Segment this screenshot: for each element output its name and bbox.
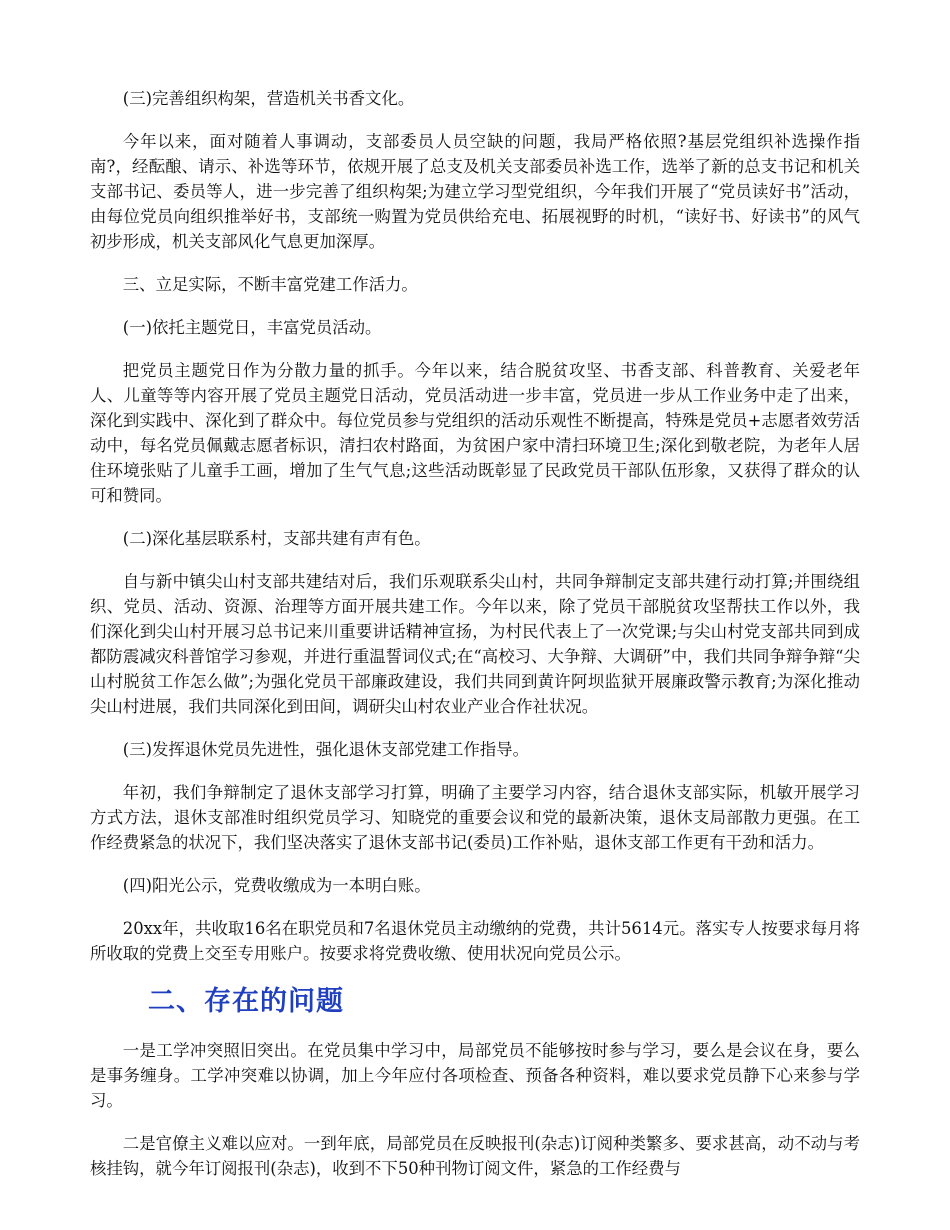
paragraph-dues-collection: 20xx年，共收取16名在职党员和7名退休党员主动缴纳的党费，共计5614元。落实专人按要求每月将所收取的党费上交至专用账户。按要求将党费收缴、使用状况向党员公示。 — [90, 919, 860, 963]
paragraph-party-day-activities: 把党员主题党日作为分散力量的抓手。今年以来，结合脱贫攻坚、书香支部、科普教育、关爱老年人、儿童等等内容开展了党员主题党日活动，党员活动进一步丰富，党员进一步从工作业务中走了出来，深化到实践中、深化到了群众中。每位党员参与党组织的活动乐观性不断提高，特殊是党员+志愿者效劳活动中，每名党员佩戴志愿者标识，清扫农村路面，为贫困户家中清扫环境卫生;深化到敬老院，为老年人居住环境张贴了儿童手工画，增加了生气气息;这些活动既彰显了民政党员干部队伍形象，又获得了群众的认可和赞同。 — [90, 361, 860, 505]
paragraph-problem-two: 二是官僚主义难以应对。一到年底，局部党员在反映报刊(杂志)订阅种类繁多、要求甚高，动不动与考核挂钩，就今年订阅报刊(杂志)，收到不下50种刊物订阅文件，紧急的工作经费与 — [90, 1134, 860, 1178]
subheading-theme-party-day: (一)依托主题党日，丰富党员活动。 — [122, 318, 382, 337]
subheading-dues-publicity: (四)阳光公示，党费收缴成为一本明白账。 — [122, 876, 431, 895]
subheading-retired-members: (三)发挥退休党员先进性，强化退休支部党建工作指导。 — [122, 740, 529, 759]
paragraph-structure-details: 今年以来，面对随着人事调动，支部委员人员空缺的问题，我局严格依照?基层党组织补选操作指南?，经酝酿、请示、补选等环节，依规开展了总支及机关支部委员补选工作，选举了新的总支书记和机关支部书记、委员等人，进一步完善了组织构架;为建立学习型党组织，今年我们开展了“党员读好书”活动，由每位党员向组织推举好书，支部统一购置为党员供给充电、拓展视野的时机，“读好书、好读书”的风气初步形成，机关支部风化气息更加深厚。 — [90, 132, 860, 251]
section-title-existing-problems: 二、存在的问题 — [148, 986, 344, 1017]
paragraph-problem-one: 一是工学冲突照旧突出。在党员集中学习中，局部党员不能够按时参与学习，要么是会议在身，要么是事务缠身。工学冲突难以协调，加上今年应付各项检查、预备各种资料，难以要求党员静下心来参与学习。 — [90, 1041, 860, 1110]
document-body — [90, 86, 860, 1199]
subheading-village-liaison: (二)深化基层联系村，支部共建有声有色。 — [122, 529, 431, 548]
subheading-improve-structure: (三)完善组织构架，营造机关书香文化。 — [122, 89, 415, 108]
paragraph-village-cooperation: 自与新中镇尖山村支部共建结对后，我们乐观联系尖山村，共同争辩制定支部共建行动打算;并围绕组织、党员、活动、资源、治理等方面开展共建工作。今年以来，除了党员干部脱贫攻坚帮扶工作以外，我们深化到尖山村开展习总书记来川重要讲话精神宣扬，为村民代表上了一次党课;与尖山村党支部共同到成都防震减灾科普馆学习参观，并进行重温誓词仪式;在“高校习、大争辩、大调研”中，我们共同争辩争辩“尖山村脱贫工作怎么做”;为强化党员干部廉政建设，我们共同到黄许阿坝监狱开展廉政警示教育;为深化推动尖山村进展，我们共同深化到田间，调研尖山村农业产业合作社状况。 — [90, 572, 860, 716]
paragraph-retired-branch: 年初，我们争辩制定了退休支部学习打算，明确了主要学习内容，结合退休支部实际，机敏开展学习方式方法，退休支部准时组织党员学习、知晓党的重要会议和党的最新决策，退休支局部散力更强。在工作经费紧急的状况下，我们坚决落实了退休支部书记(委员)工作补贴，退休支部工作更有干劲和活力。 — [90, 783, 860, 852]
subheading-section-three: 三、立足实际，不断丰富党建工作活力。 — [122, 275, 418, 294]
